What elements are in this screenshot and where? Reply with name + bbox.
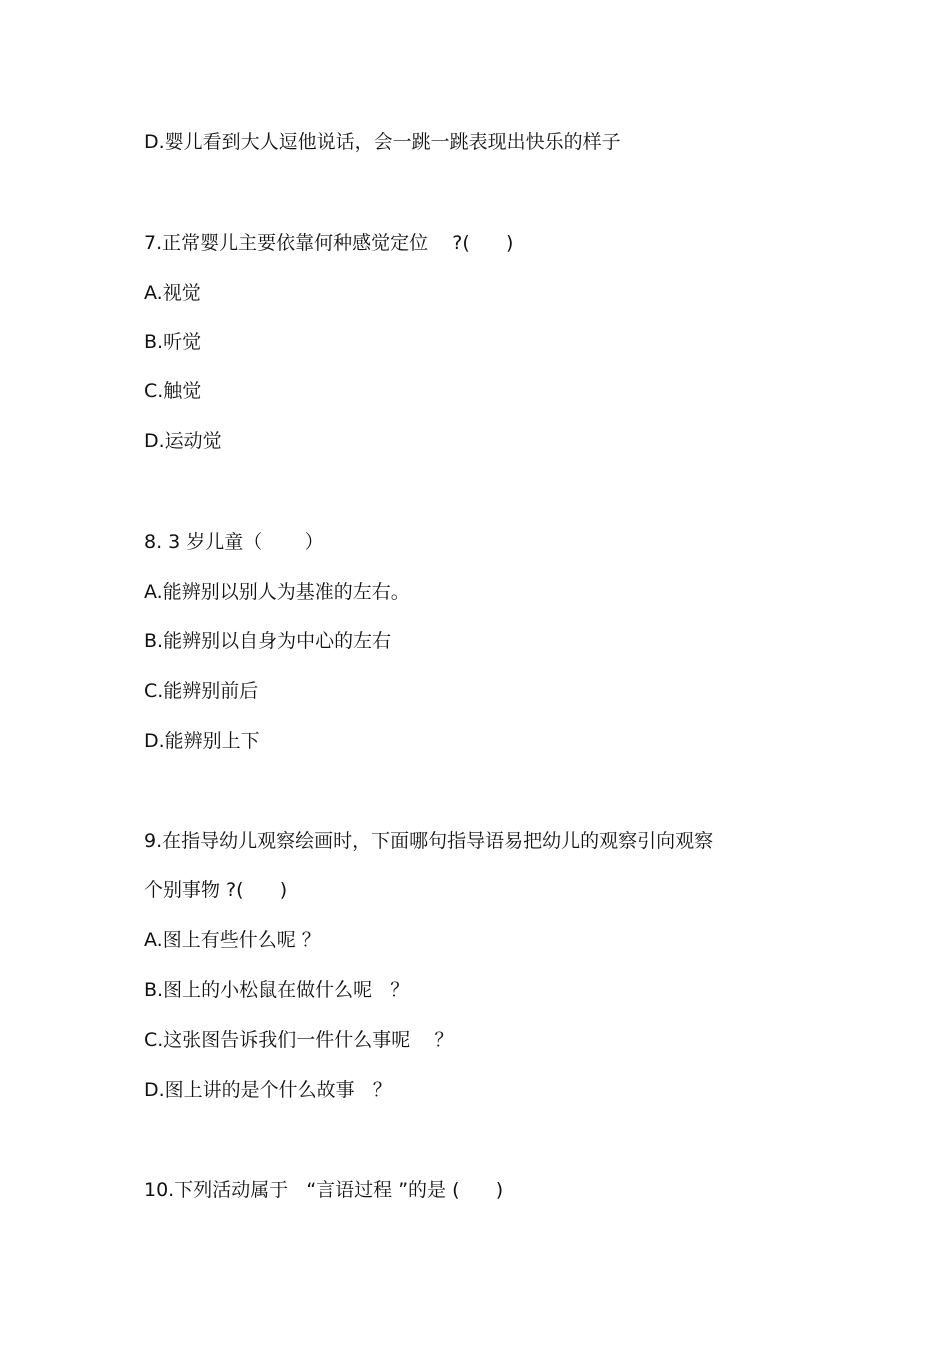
q8-option-b: B.能辨别以自身为中心的左右: [144, 630, 392, 652]
q6-option-d: D.婴儿看到大人逗他说话，会一跳一跳表现出快乐的样子: [144, 131, 621, 153]
q7-option-c: C.触觉: [144, 380, 202, 402]
q9-option-a: A.图上有些什么呢 ？: [144, 929, 321, 951]
q7-option-d: D.运动觉: [144, 430, 222, 452]
q8-question: 8. 3 岁儿童（ ）: [144, 531, 324, 553]
q9-option-d: D.图上讲的是个什么故事 ？: [144, 1079, 392, 1101]
q9-option-b: B.图上的小松鼠在做什么呢 ？: [144, 979, 410, 1001]
q7-question: 7.正常婴儿主要依靠何种感觉定位 ?( ): [144, 232, 514, 254]
q7-option-a: A.视觉: [144, 282, 201, 304]
q9-question-line-1: 9.在指导幼儿观察绘画时，下面哪句指导语易把幼儿的观察引向观察: [144, 830, 714, 852]
q8-option-a: A.能辨别以别人为基准的左右。: [144, 581, 410, 603]
q7-option-b: B.听觉: [144, 331, 202, 353]
q9-question-line-2: 个别事物 ?( ): [144, 879, 288, 901]
q9-option-c: C.这张图告诉我们一件什么事呢 ？: [144, 1029, 454, 1051]
q8-option-c: C.能辨别前后: [144, 680, 259, 702]
q10-question: 10.下列活动属于 “言语过程 ”的是 ( ): [144, 1179, 504, 1201]
q8-option-d: D.能辨别上下: [144, 730, 260, 752]
